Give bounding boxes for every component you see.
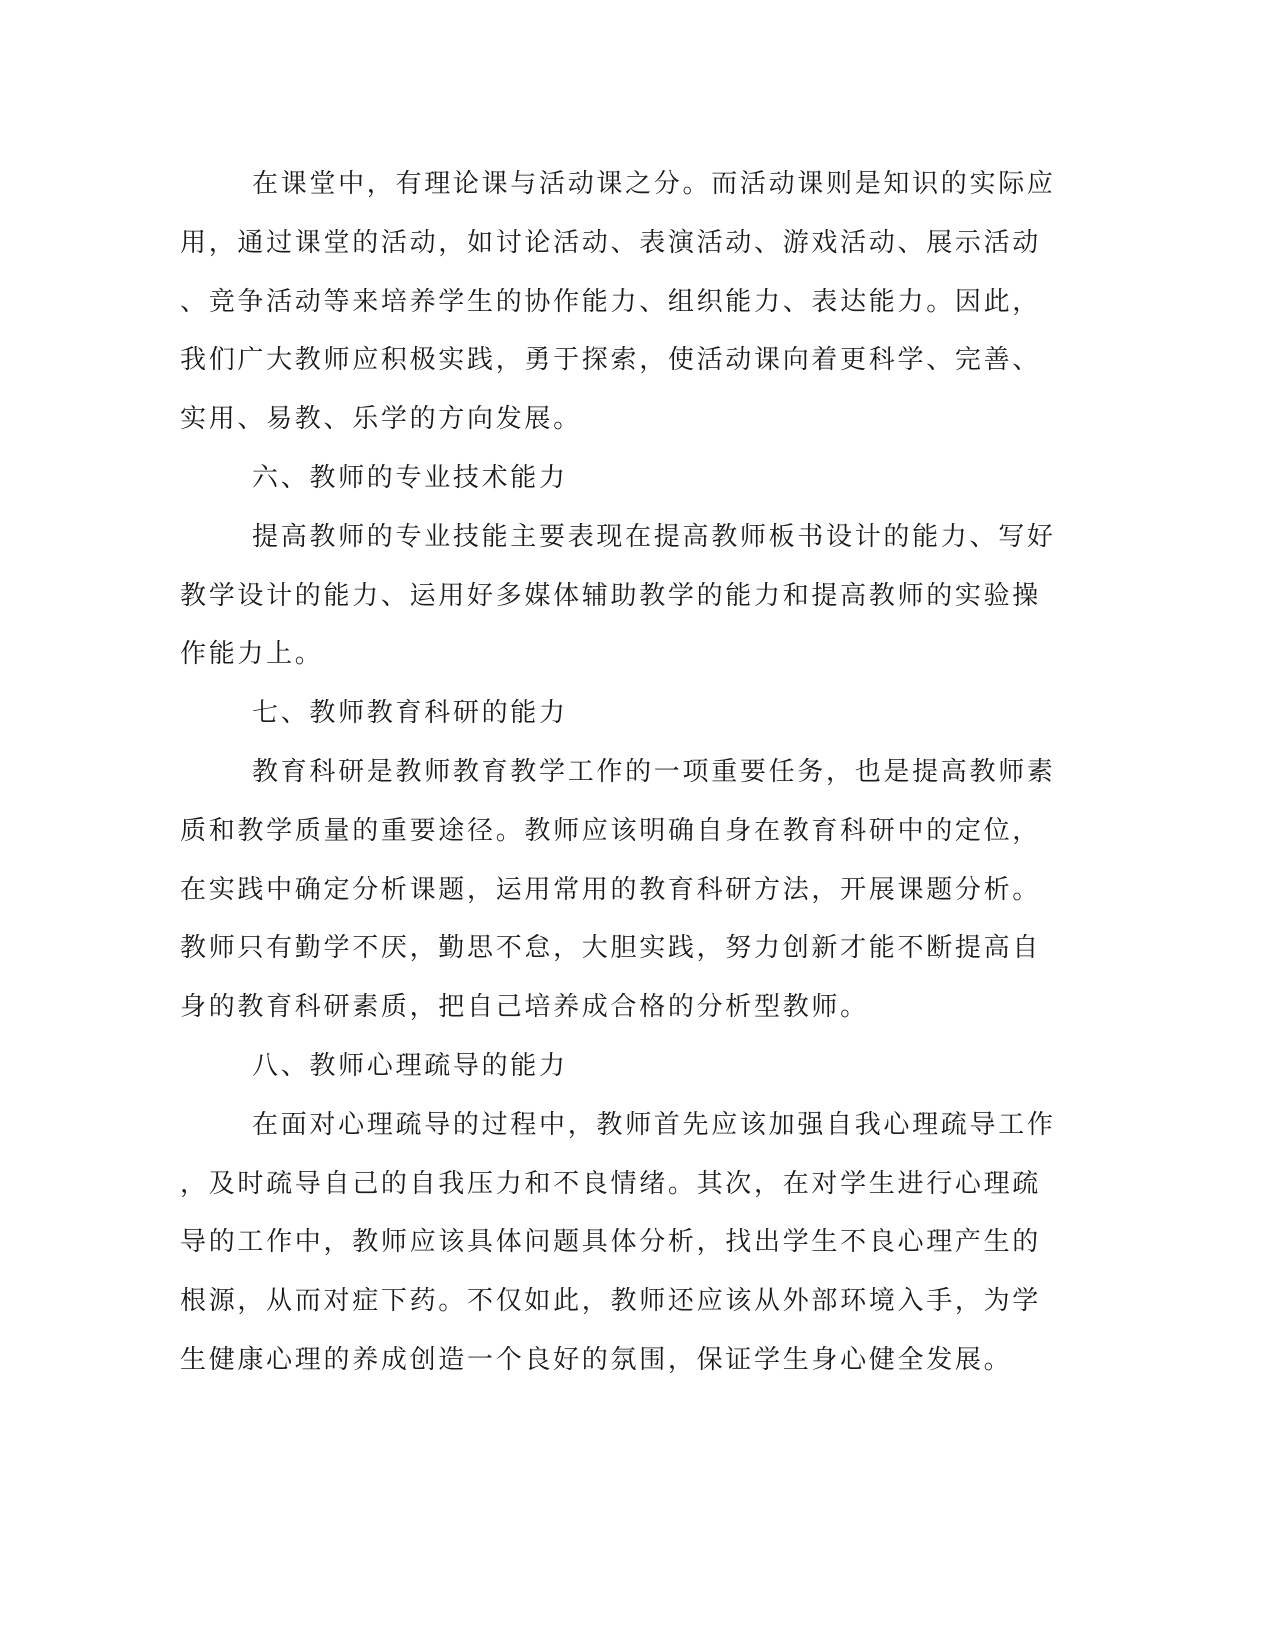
paragraph-line: 身的教育科研素质，把自己培养成合格的分析型教师。: [180, 992, 869, 1023]
paragraph-line: 提高教师的专业技能主要表现在提高教师板书设计的能力、写好: [252, 521, 1056, 552]
paragraph-line: 教学设计的能力、运用好多媒体辅助教学的能力和提高教师的实验操: [180, 580, 1042, 611]
document-body: [180, 155, 1056, 1390]
paragraph-line: 我们广大教师应积极实践，勇于探索，使活动课向着更科学、完善、: [180, 345, 1042, 376]
paragraph-line: 质和教学质量的重要途径。教师应该明确自身在教育科研中的定位，: [180, 815, 1042, 846]
paragraph-line: 实用、易教、乐学的方向发展。: [180, 404, 582, 435]
section-heading: 六、教师的专业技术能力: [252, 462, 568, 493]
paragraph-line: 导的工作中，教师应该具体问题具体分析，找出学生不良心理产生的: [180, 1227, 1042, 1258]
paragraph-line: 教师只有勤学不厌，勤思不怠，大胆实践，努力创新才能不断提高自: [180, 933, 1042, 964]
section-heading: 七、教师教育科研的能力: [252, 698, 568, 729]
paragraph-line: 根源，从而对症下药。不仅如此，教师还应该从外部环境入手，为学: [180, 1286, 1042, 1317]
paragraph-line: 作能力上。: [180, 639, 324, 670]
section-heading: 八、教师心理疏导的能力: [252, 1050, 568, 1081]
paragraph-line: 在面对心理疏导的过程中，教师首先应该加强自我心理疏导工作: [252, 1109, 1056, 1140]
paragraph-line: 、竞争活动等来培养学生的协作能力、组织能力、表达能力。因此，: [180, 286, 1042, 317]
paragraph-line: 在课堂中，有理论课与活动课之分。而活动课则是知识的实际应: [252, 169, 1056, 199]
paragraph-line: 在实践中确定分析课题，运用常用的教育科研方法，开展课题分析。: [180, 874, 1042, 905]
paragraph-line: 教育科研是教师教育教学工作的一项重要任务，也是提高教师素: [252, 756, 1056, 787]
paragraph-line: 用，通过课堂的活动，如讨论活动、表演活动、游戏活动、展示活动: [180, 227, 1042, 258]
paragraph-line: 生健康心理的养成创造一个良好的氛围，保证学生身心健全发展。: [180, 1344, 1013, 1375]
paragraph-line: ，及时疏导自己的自我压力和不良情绪。其次，在对学生进行心理疏: [180, 1168, 1042, 1199]
